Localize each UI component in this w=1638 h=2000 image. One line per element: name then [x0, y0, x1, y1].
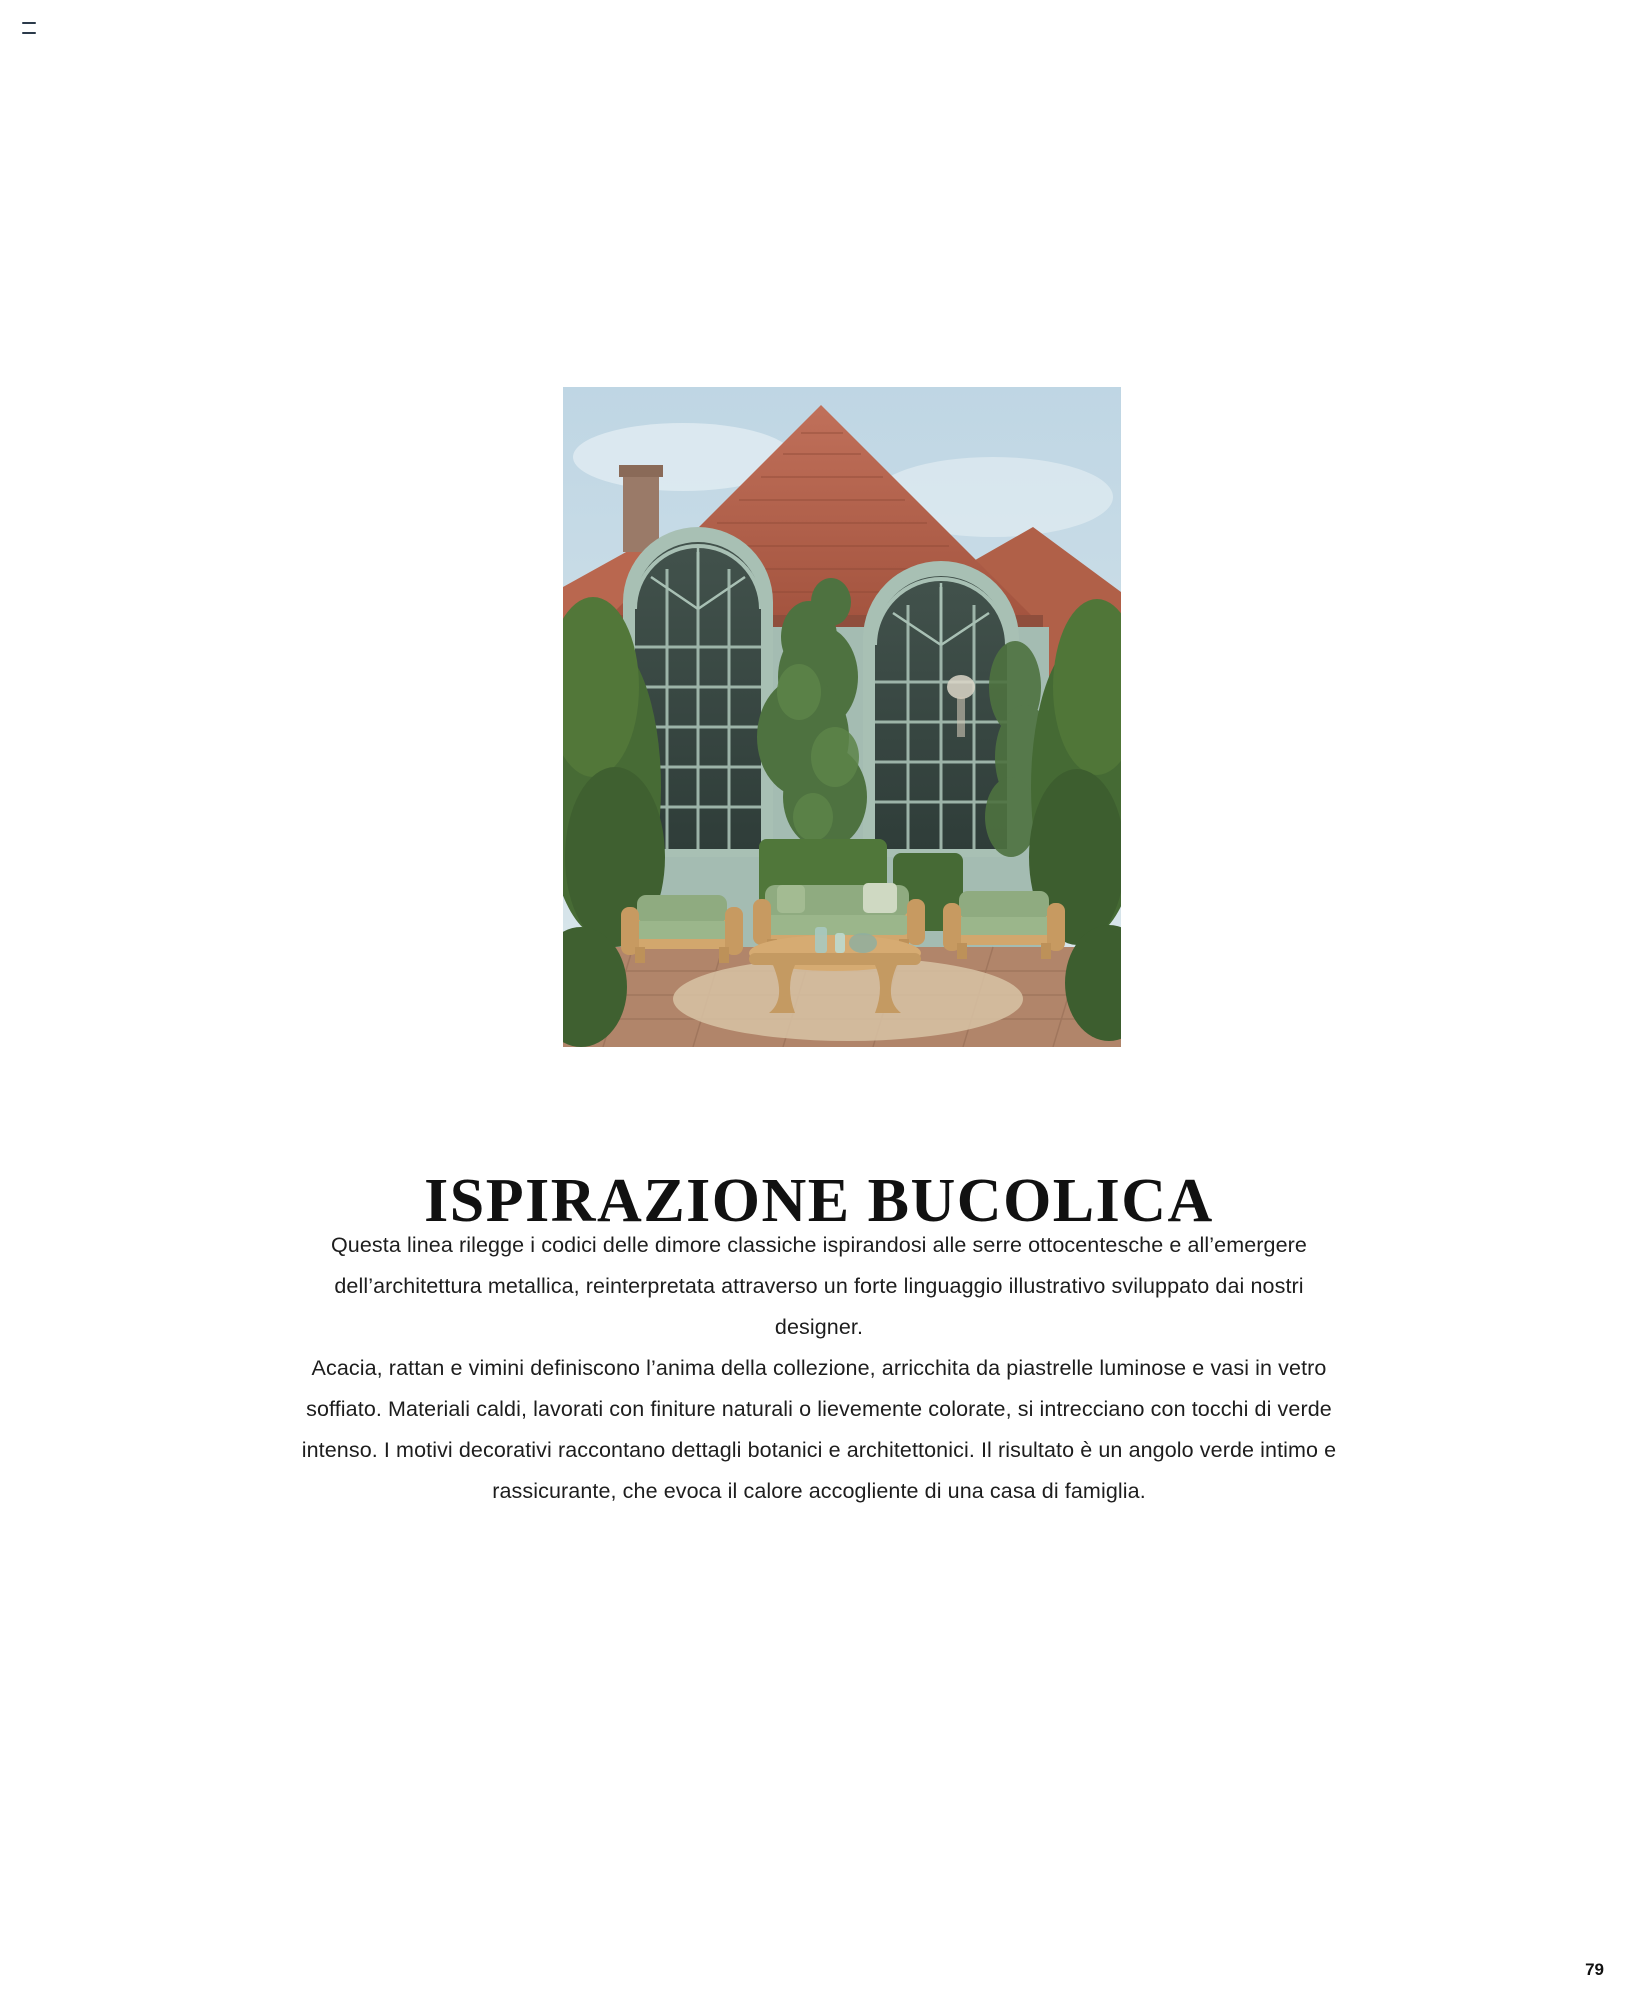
page-number: 79: [1585, 1960, 1604, 1979]
paragraph-2: Acacia, rattan e vimini definiscono l’anima della collezione, arricchita da piastrelle luminose e vasi in vetro soffiato. Materiali caldi, lavorati con finiture naturali o lievemente colorate, si intrecciano con tocchi di verde intenso. I motivi decorativi raccontano dettagli botanici e architettonici. Il risultato è un angolo verde intimo e rassicurante, che evoca il calore accogliente di una casa di famiglia.: [301, 1356, 1337, 1503]
hamburger-menu-icon[interactable]: [22, 22, 36, 34]
menu-bar-1: [22, 22, 36, 24]
body-copy: [300, 1225, 1338, 1512]
page-title: ISPIRAZIONE BUCOLICA: [424, 1166, 1214, 1235]
photo-illustration: [563, 387, 1121, 1047]
menu-bar-2: [22, 32, 36, 34]
greenhouse-terrace-photo: [563, 387, 1121, 1047]
paragraph-1: Questa linea rilegge i codici delle dimore classiche ispirandosi alle serre ottocentesche e all’emergere dell’architettura metallica, reinterpretata attraverso un forte linguaggio illustrativo sviluppato dai nostri designer.: [330, 1233, 1307, 1339]
